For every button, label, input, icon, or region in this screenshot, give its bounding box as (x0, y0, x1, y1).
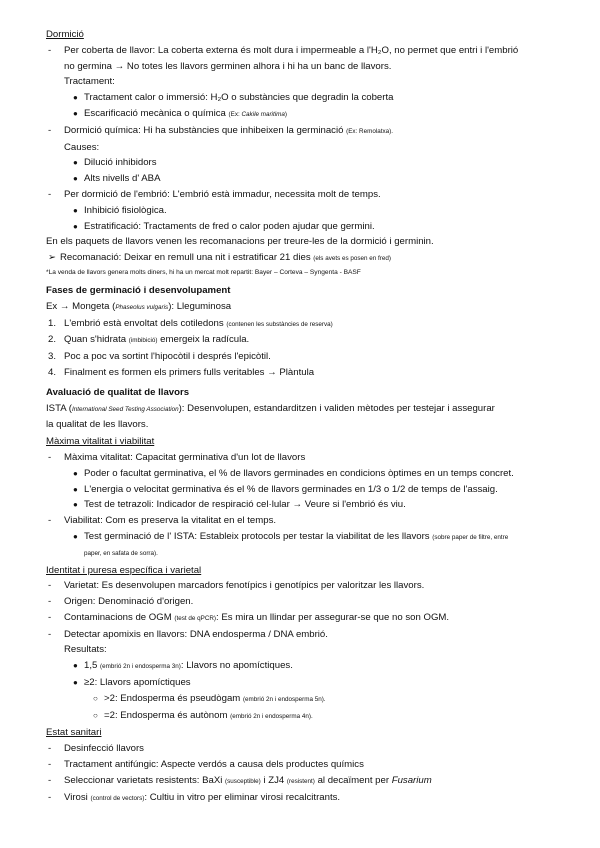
dash-bullet: - (48, 628, 52, 640)
list-item: ● Poder o facultat germinativa, el % de llavors germinades en condicions òptimes en un temps concret. (46, 466, 570, 482)
section-title-avaluacio: Avaluació de qualitat de llavors (46, 386, 190, 398)
list-item: - Contaminacions de OGM (test de qPCR): Es mira un llindar per assegurar-se que no son OGM. (46, 610, 570, 627)
section-title-identitat: Identitat i puresa específica i varietal (46, 564, 202, 576)
list-item: - Detectar apomixis en llavors: DNA endosperma / DNA embrió. (46, 627, 570, 643)
list-item-continuation: no germina → No totes les llavors germinen alhora i hi ha un banc de llavors. (64, 60, 392, 72)
list-item: - Viabilitat: Com es preserva la vitalitat en el temps. (46, 513, 570, 529)
section-title-estat: Estat sanitari (46, 727, 102, 739)
dot-bullet: ● (73, 174, 78, 184)
sublist-label: Causes: (64, 141, 100, 153)
dash-bullet: - (48, 124, 52, 136)
list-item: ● ≥2: Llavors apomíctiques (46, 675, 570, 691)
paragraph-continuation: la qualitat de les llavors. (46, 419, 149, 431)
list-item: - Seleccionar varietats resistents: BaXi (susceptible) i ZJ4 (resistent) al decaïment per Fusarium (46, 773, 570, 790)
dash-bullet: - (48, 580, 52, 592)
list-item: ● Inhibició fisiològica. (46, 203, 570, 219)
footnote: *La venda de llavors genera molts diners, hi ha un mercat molt repartit: Bayer – Corteva – Syngenta - BASF (46, 268, 361, 276)
list-item: - Dormició química: Hi ha substàncies que inhibeixen la germinació (Ex: Remolatxa). (46, 123, 570, 140)
circle-bullet: ○ (93, 693, 98, 703)
list-item: ● Test germinació de l' ISTA: Estableix protocols per testar la viabilitat de les llavors (sobre paper de filtre, entre (46, 529, 570, 546)
numbered-item: 2. Quan s'hidrata (imbibició) emergeix la radícula. (48, 334, 250, 346)
list-item: ● Dilució inhibidors (46, 155, 570, 171)
dash-bullet: - (48, 743, 52, 755)
dot-bullet: ● (73, 108, 78, 118)
arrow-bullet-icon: ➢ (48, 252, 57, 264)
list-item: - Per coberta de llavor: La coberta externa és molt dura i impermeable a l'H₂O, no permet que entri i l'embrió (46, 43, 570, 59)
list-item: ● Escarificació mecànica o química (Ex: Cakile maritima) (46, 106, 570, 123)
section-title-fases: Fases de germinació i desenvolupament (46, 284, 231, 296)
list-item: ● Test de tetrazoli: Indicador de respiració cel·lular → Veure si l'embrió és viu. (46, 497, 570, 513)
list-item: - Virosi (control de vectors): Cultiu in vitro per eliminar virosi recalcitrants. (46, 790, 570, 807)
list-item: ○ >2: Endosperma és pseudògam (embrió 2n i endosperma 5n). (46, 691, 570, 708)
list-item: ● Alts nivells d' ABA (46, 171, 570, 187)
dot-bullet: ● (73, 484, 78, 494)
sublist-label: Tractament: (64, 76, 115, 88)
list-item: ○ =2: Endosperma és autònom (embrió 2n i endosperma 4n). (46, 708, 570, 725)
dash-bullet: - (48, 611, 52, 623)
list-item: - Tractament antifúngic: Aspecte verdós a causa dels productes químics (46, 757, 570, 773)
circle-bullet: ○ (93, 710, 98, 720)
numbered-item: 4. Finalment es formen els primers fulls veritables → Plàntula (48, 366, 315, 378)
numbered-item: 1. L'embrió està envoltat dels cotiledons (contenen les substàncies de reserva) (48, 317, 333, 329)
dash-bullet: - (48, 515, 52, 527)
sublist-label: Resultats: (64, 644, 107, 656)
dash-bullet: - (48, 44, 52, 56)
dash-bullet: - (48, 596, 52, 608)
list-item: ● Tractament calor o immersió: H₂O o substàncies que degradin la coberta (46, 90, 570, 106)
dot-bullet: ● (73, 221, 78, 231)
dot-bullet: ● (73, 531, 78, 541)
dash-bullet: - (48, 451, 52, 463)
list-item-continuation: paper, en safata de sorra). (84, 549, 158, 557)
numbered-item: 3. Poc a poc va sortint l'hipocòtil i després l'epicòtil. (48, 351, 271, 363)
section-title-vitalitat: Màxima vitalitat i viabilitat (46, 436, 155, 448)
list-item: ● 1,5 (embrió 2n i endosperma 3n): Llavors no apomíctiques. (46, 658, 570, 675)
list-item: - Desinfecció llavors (46, 741, 570, 757)
dot-bullet: ● (73, 468, 78, 478)
section-title-dormicio: Dormició (46, 29, 84, 40)
dash-bullet: - (48, 774, 52, 786)
list-item: ● Estratificació: Tractaments de fred o calor poden ajudar que germini. (46, 219, 570, 235)
list-item: - Per dormició de l'embrió: L'embrió està immadur, necessita molt de temps. (46, 187, 570, 203)
list-item: - Origen: Denominació d'origen. (46, 594, 570, 610)
dot-bullet: ● (73, 205, 78, 215)
list-item: - Màxima vitalitat: Capacitat germinativa d'un lot de llavors (46, 450, 570, 466)
paragraph: En els paquets de llavors venen les recomanacions per treure-les de la dormició i germinin. (46, 236, 434, 248)
dot-bullet: ● (73, 678, 78, 688)
dash-bullet: - (48, 759, 52, 771)
dash-bullet: - (48, 188, 52, 200)
dot-bullet: ● (73, 93, 78, 103)
paragraph: ISTA (International Seed Testing Association): Desenvolupen, estandarditzen i validen mètodes per testejar i assegurar (46, 402, 495, 414)
dot-bullet: ● (73, 661, 78, 671)
list-item: ● L'energia o velocitat germinativa és el % de llavors germinades en 1/3 o 1/2 de temps de l'assaig. (46, 482, 570, 498)
dot-bullet: ● (73, 158, 78, 168)
dash-bullet: - (48, 791, 52, 803)
list-item: ➢ Recomanació: Deixar en remull una nit i estratificar 21 dies (els avets es posen en fred) (46, 250, 570, 267)
list-item: - Varietat: Es desenvolupen marcadors fenotípics i genotípics per valoritzar les llavors. (46, 578, 570, 594)
dot-bullet: ● (73, 500, 78, 510)
example-line: Ex → Mongeta (Phaseolus vulgaris): Lleguminosa (46, 300, 232, 312)
